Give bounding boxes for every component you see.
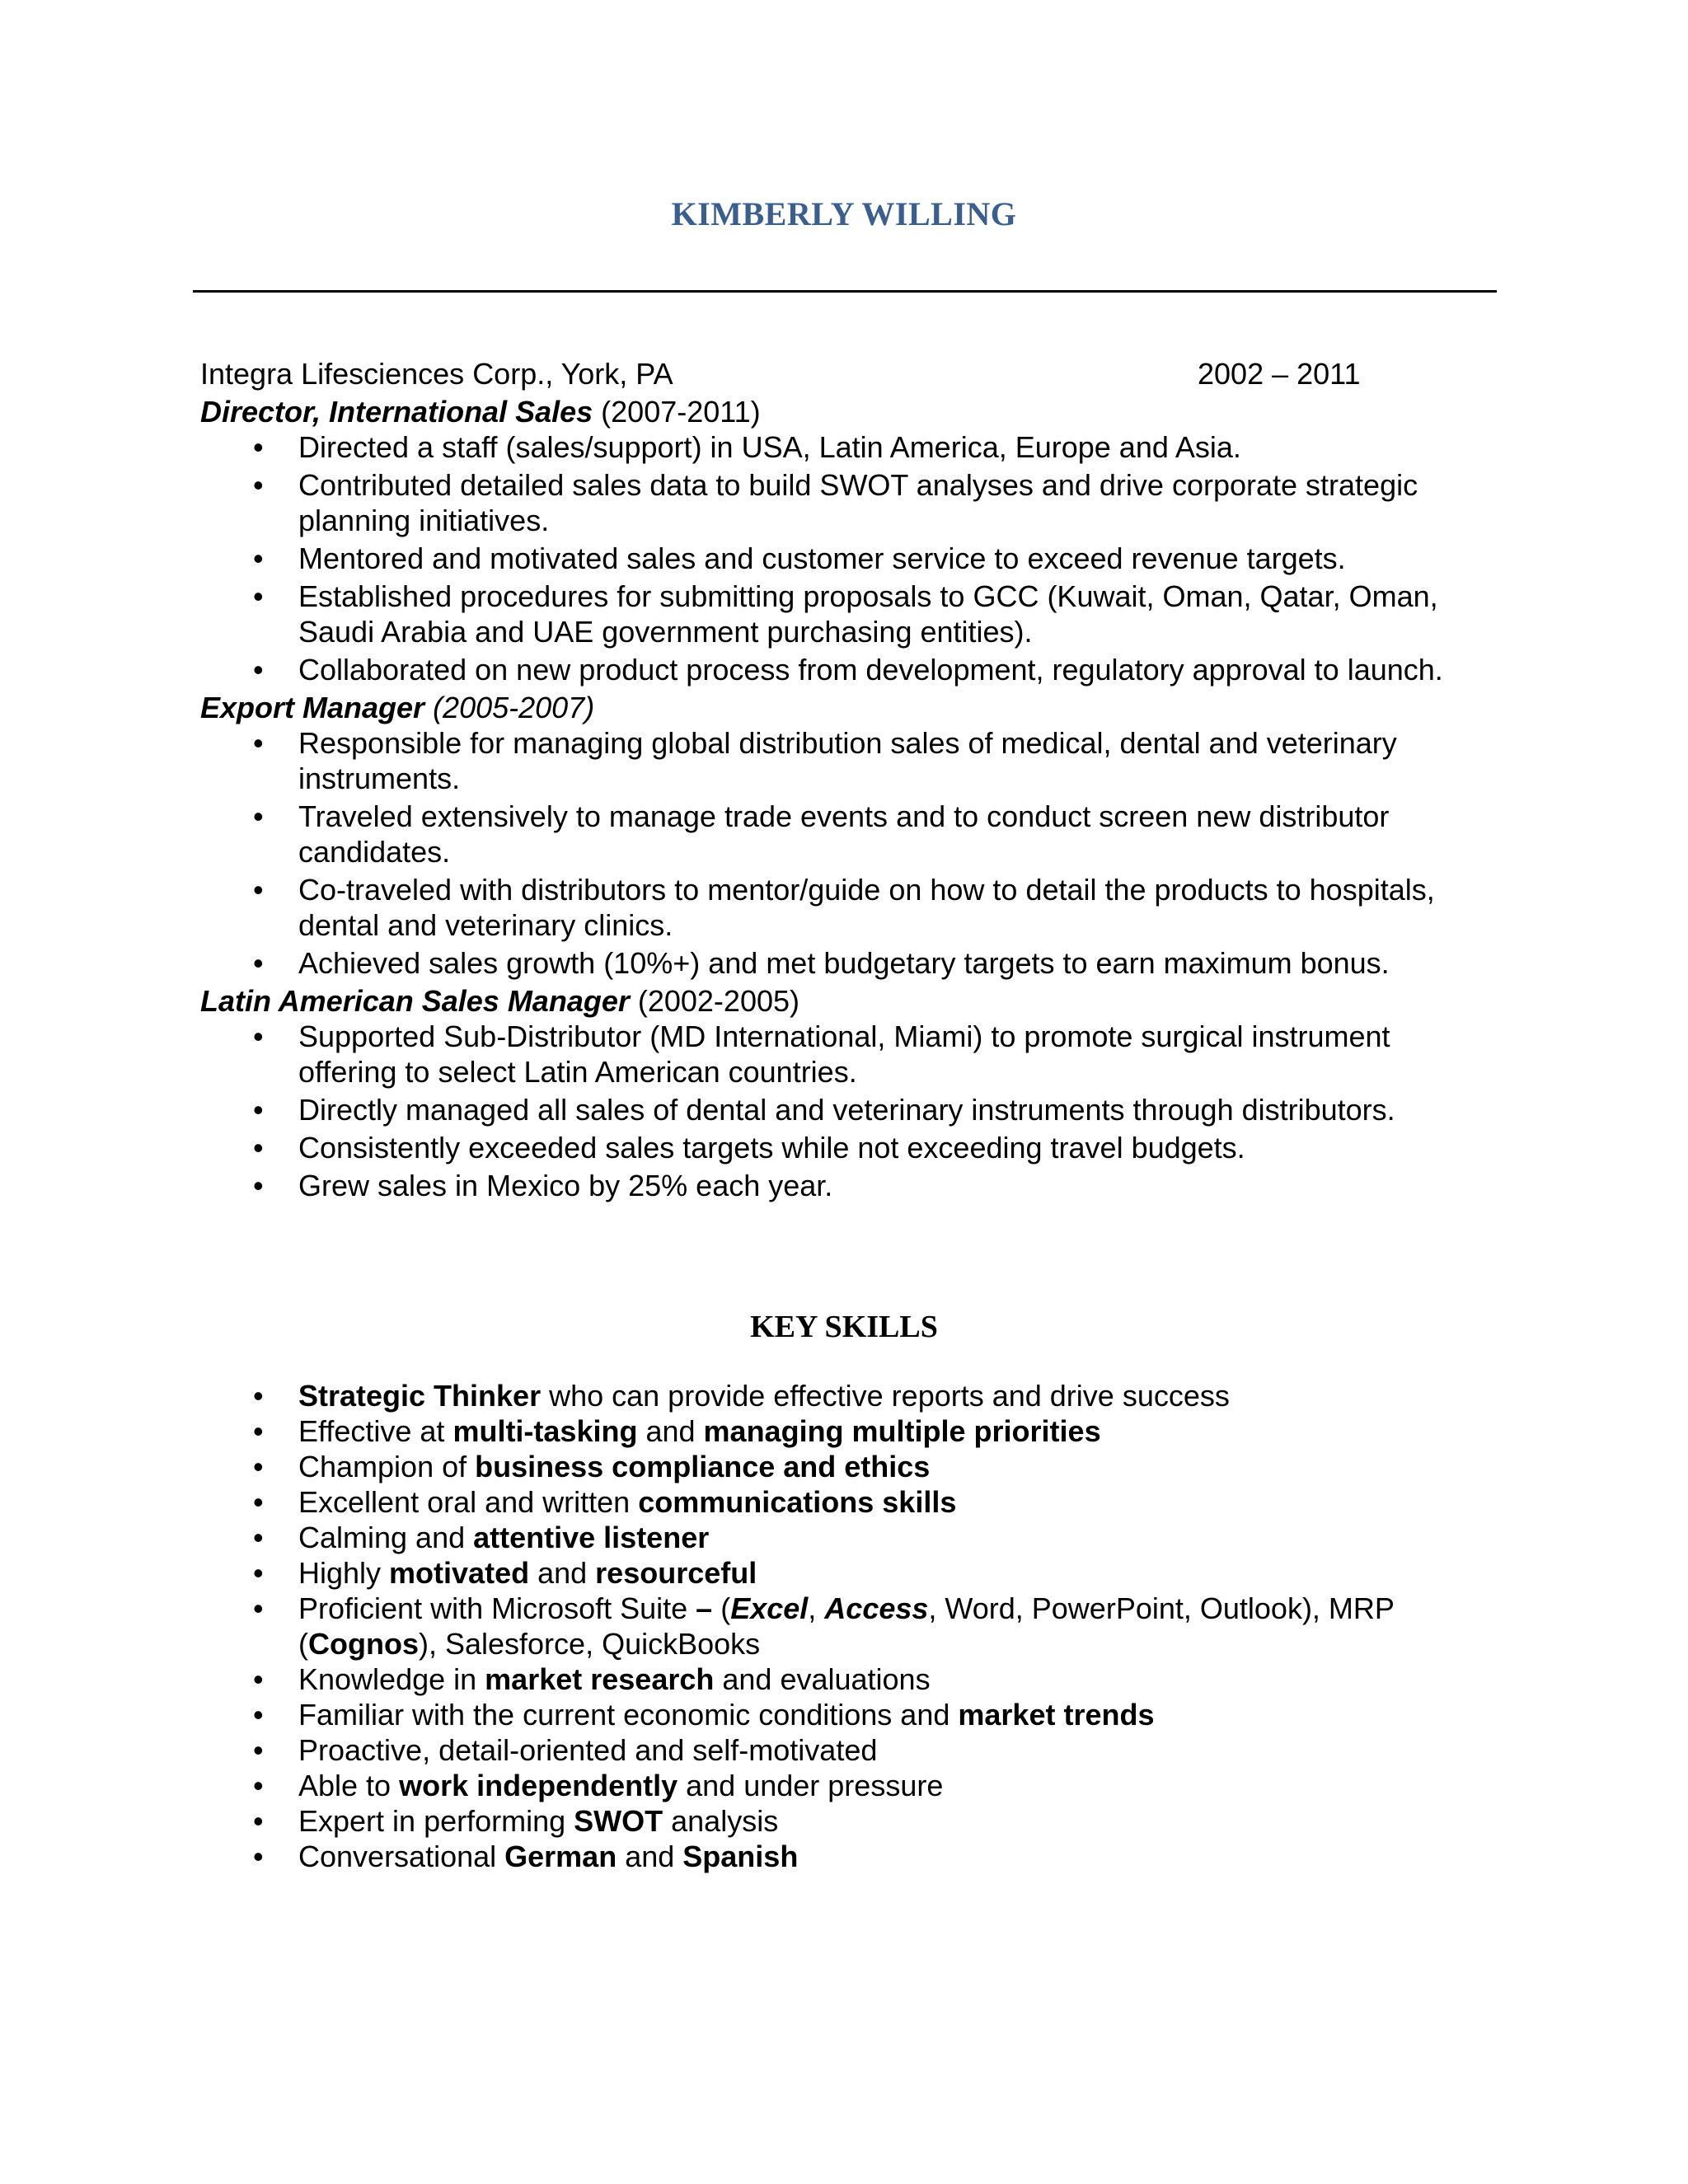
bullet-icon: • [253,946,264,980]
bullet-icon: • [253,1450,264,1483]
experience-section [200,356,1486,1206]
list-item [200,1555,1486,1591]
skill-text: Highly [298,1556,390,1590]
skills-section [200,1378,1486,1874]
bullet-icon: • [253,579,264,613]
skill-emphasis: market trends [958,1698,1155,1732]
skill-emphasis: work independently [399,1769,678,1802]
list-item-text: Co-traveled with distributors to mentor/guide on how to detail the products to hospitals, dental and veterinary clinics. [298,873,1435,942]
skill-emphasis: Strategic Thinker [298,1379,542,1413]
bullet-icon: • [253,653,264,687]
role-period: (2005-2007) [424,691,595,724]
list-item [200,1661,1486,1697]
key-skills-heading: KEY SKILLS [750,1310,938,1344]
bullet-icon: • [253,468,264,502]
list-item [200,1378,1486,1413]
list-item-text: Contributed detailed sales data to build SWOT analyses and drive corporate strategic planning initiatives. [298,468,1418,537]
bullet-icon: • [253,1485,264,1519]
bullet-icon: • [253,1769,264,1802]
role-period: (2007-2011) [593,395,761,429]
company-dates: 2002 – 2011 [1198,357,1361,391]
company-line [200,356,1486,394]
skill-text: , Word, PowerPoint, Outlook), MRP ( [298,1591,1395,1661]
skill-text: Effective at [298,1414,453,1448]
skill-text: and [617,1840,683,1873]
bullet-icon: • [253,1379,264,1413]
skill-text: , [808,1591,825,1625]
list-item [200,467,1486,538]
company-name: Integra Lifesciences Corp., York, PA [200,357,673,391]
role-bullets [200,725,1486,981]
list-item-text: Mentored and motivated sales and customer service to exceed revenue targets. [298,541,1346,575]
list-item [200,1413,1486,1449]
skill-text: ( [712,1591,731,1625]
list-item-text: Grew sales in Mexico by 25% each year. [298,1169,833,1202]
skill-emphasis: Excel [730,1591,809,1625]
bullet-icon: • [253,1556,264,1590]
bullet-icon: • [253,726,264,760]
list-item [200,1019,1486,1090]
role-bullets [200,429,1486,687]
role-title: Latin American Sales Manager [200,984,630,1018]
list-item [200,541,1486,576]
bullet-icon: • [253,799,264,833]
list-item [200,579,1486,649]
skill-emphasis: communications skills [638,1485,957,1519]
bullet-icon: • [253,1019,264,1053]
role-title: Export Manager [200,691,425,724]
skill-text: Familiar with the current economic conditions and [298,1698,959,1732]
list-item [200,1092,1486,1127]
list-item [200,945,1486,981]
role-title-line [200,983,1486,1019]
role-period: (2002-2005) [629,984,799,1018]
list-item-text: Responsible for managing global distribution sales of medical, dental and veterinary instruments. [298,726,1397,795]
skill-text: ), Salesforce, QuickBooks [418,1627,761,1661]
list-item [200,1449,1486,1484]
bullet-icon: • [253,873,264,907]
list-item [200,1168,1486,1203]
skill-text: Proactive, detail-oriented and self-motivated [298,1733,878,1767]
skill-text: and under pressure [678,1769,944,1802]
skill-emphasis: Access [824,1591,929,1625]
bullet-icon: • [253,1662,264,1696]
bullet-icon: • [253,1733,264,1767]
skill-emphasis: multi-tasking [452,1414,638,1448]
skill-text: and evaluations [714,1662,931,1696]
skills-list [200,1378,1486,1874]
skill-text: Knowledge in [298,1662,485,1696]
bullet-icon: • [253,1131,264,1165]
skill-text: Conversational [298,1840,505,1873]
list-item-text: Established procedures for submitting proposals to GCC (Kuwait, Oman, Qatar, Oman, Saudi Arabia and UAE government purchasing entities). [298,579,1438,649]
skill-emphasis: SWOT [574,1804,663,1838]
list-item [200,1520,1486,1555]
role-title-line [200,690,1486,725]
list-item-text: Directly managed all sales of dental and veterinary instruments through distributors. [298,1093,1395,1127]
list-item-text: Collaborated on new product process from development, regulatory approval to launch. [298,653,1443,687]
list-item [200,429,1486,465]
skill-emphasis: resourceful [595,1556,757,1590]
list-item [200,1803,1486,1839]
skill-emphasis: managing multiple priorities [703,1414,1101,1448]
skill-emphasis: Cognos [308,1627,419,1661]
list-item [200,1768,1486,1803]
skill-text: analysis [663,1804,779,1838]
list-item-text: Directed a staff (sales/support) in USA, Latin America, Europe and Asia. [298,430,1241,464]
skill-text: Able to [298,1769,400,1802]
skill-emphasis: Spanish [682,1840,799,1873]
list-item [200,725,1486,796]
role-title: Director, International Sales [200,395,593,429]
list-item [200,1484,1486,1520]
skill-emphasis: business compliance and ethics [475,1450,931,1483]
bullet-icon: • [253,1698,264,1732]
bullet-icon: • [253,430,264,464]
list-item-text: Consistently exceeded sales targets while not exceeding travel budgets. [298,1131,1245,1165]
list-item [200,1130,1486,1165]
skill-text: who can provide effective reports and drive success [541,1379,1230,1413]
role-bullets [200,1019,1486,1203]
skill-text: and [637,1414,704,1448]
skill-emphasis: German [504,1840,617,1873]
list-item [200,1839,1486,1874]
header-divider [193,290,1497,293]
skill-text: Champion of [298,1450,476,1483]
bullet-icon: • [253,541,264,575]
list-item [200,1697,1486,1732]
skill-emphasis: – [696,1591,713,1625]
skill-text: Proficient with Microsoft Suite [298,1591,696,1625]
skill-text: Excellent oral and written [298,1485,639,1519]
list-item [200,799,1486,869]
skill-emphasis: market research [485,1662,715,1696]
skill-emphasis: motivated [389,1556,530,1590]
skill-text: Calming and [298,1521,474,1554]
bullet-icon: • [253,1804,264,1838]
list-item-text: Supported Sub-Distributor (MD International, Miami) to promote surgical instrument offering to select Latin American countries. [298,1019,1390,1089]
skill-emphasis: attentive listener [473,1521,710,1554]
bullet-icon: • [253,1093,264,1127]
bullet-icon: • [253,1414,264,1448]
role-title-line [200,394,1486,429]
list-item-text: Traveled extensively to manage trade events and to conduct screen new distributor candidates. [298,799,1390,869]
candidate-name: KIMBERLY WILLING [671,195,1017,232]
list-item [200,1732,1486,1768]
list-item [200,652,1486,687]
list-item [200,1591,1486,1661]
list-item [200,872,1486,943]
bullet-icon: • [253,1521,264,1554]
list-item-text: Achieved sales growth (10%+) and met budgetary targets to earn maximum bonus. [298,946,1390,980]
bullet-icon: • [253,1591,264,1625]
bullet-icon: • [253,1169,264,1202]
skill-text: Expert in performing [298,1804,574,1838]
skill-text: and [529,1556,596,1590]
bullet-icon: • [253,1840,264,1873]
